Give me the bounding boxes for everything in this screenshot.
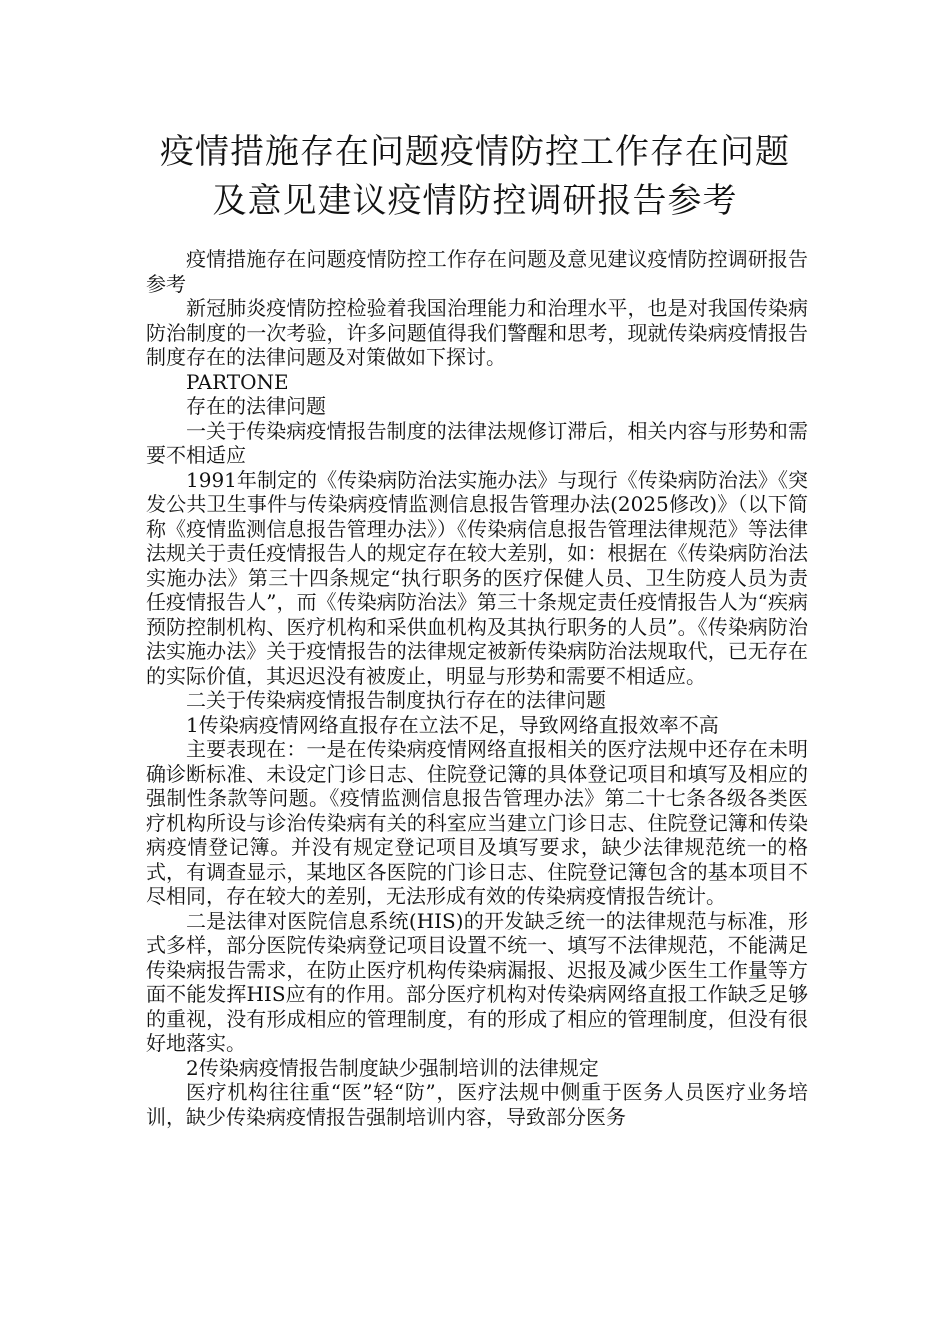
paragraph-his-issues: 二是法律对医院信息系统(HIS)的开发缺乏统一的法律规范与标准，形式多样，部分医院传染病登记项目设置不统一、填写不法律规范，不能满足传染病报告需求，在防止医疗机构传染病漏报、迟报及减少医生工作量等方面不能发挥HIS应有的作用。部分医疗机构对传染病网络直报工作缺乏足够的重视，没有形成相应的管理制度，有的形成了相应的管理制度，但没有很好地落实。: [146, 908, 808, 1055]
section-heading-legal-issues: 存在的法律问题: [186, 394, 326, 418]
paragraph-network-reporting: 主要表现在：一是在传染病疫情网络直报相关的医疗法规中还存在未明确诊断标准、未设定门诊日志、住院登记簿的具体登记项目和填写及相应的强制性条款等问题。《疫情监测信息报告管理办法》第二十七条各级各类医疗机构所设与诊治传染病有关的科室应当建立门诊日志、住院登记簿和传染病疫情登记簿。并没有规定登记项目及填写要求，缺少法律规范统一的格式，有调查显示，某地区各医院的门诊日志、住院登记簿包含的基本项目不尽相同，存在较大的差别，无法形成有效的传染病疫情报告统计。: [146, 737, 808, 908]
point-heading-1: 1传染病疫情网络直报存在立法不足，导致网络直报效率不高: [186, 712, 719, 737]
subsection-heading-one: 一关于传染病疫情报告制度的法律法规修订滞后，相关内容与形势和需要不相适应: [146, 418, 808, 467]
document-body: [146, 247, 808, 1129]
document-title: [130, 128, 820, 226]
paragraph-law-comparison: 1991年制定的《传染病防治法实施办法》与现行《传染病防治法》《突发公共卫生事件与传染病疫情监测信息报告管理办法(2025修改)》（以下简称《疫情监测信息报告管理办法》）《传染病信息报告管理法律规范》等法律法规关于责任疫情报告人的规定存在较大差别，如：根据在《传染病防治法实施办法》第三十四条规定“执行职务的医疗保健人员、卫生防疫人员为责任疫情报告人”，而《传染病防治法》第三十条规定责任疫情报告人为“疾病预防控制机构、医疗机构和采供血机构及其执行职务的人员”。《传染病防治法实施办法》关于疫情报告的法律规定被新传染病防治法规取代，已无存在的实际价值，其迟迟没有被废止，明显与形势和需要不相适应。: [146, 467, 808, 688]
title-line-2: 及意见建议疫情防控调研报告参考: [212, 181, 738, 221]
paragraph-part-one: PARTONE: [186, 369, 289, 394]
point-heading-2: 2传染病疫情报告制度缺少强制培训的法律规定: [186, 1055, 599, 1080]
title-line-1: 疫情措施存在问题疫情防控工作存在问题: [160, 132, 790, 172]
paragraph-intro-title: 疫情措施存在问题疫情防控工作存在问题及意见建议疫情防控调研报告参考: [146, 247, 808, 296]
subsection-heading-two: 二关于传染病疫情报告制度执行存在的法律问题: [186, 688, 606, 712]
paragraph-training: 医疗机构往往重“医”轻“防”，医疗法规中侧重于医务人员医疗业务培训，缺少传染病疫情报告强制培训内容，导致部分医务: [146, 1080, 808, 1129]
paragraph-introduction: 新冠肺炎疫情防控检验着我国治理能力和治理水平，也是对我国传染病防治制度的一次考验，许多问题值得我们警醒和思考，现就传染病疫情报告制度存在的法律问题及对策做如下探讨。: [146, 296, 808, 369]
